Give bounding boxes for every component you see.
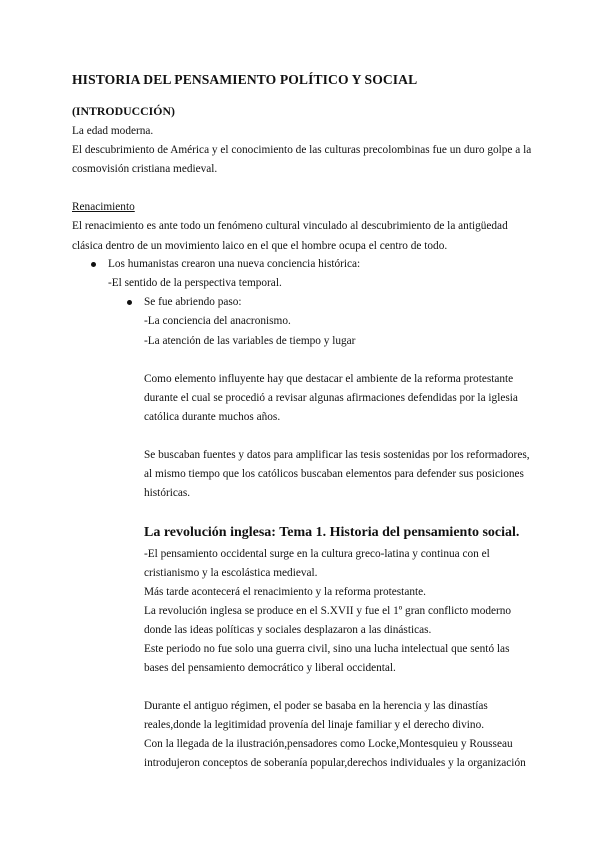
- paragraph-line: católica durante muchos años.: [144, 411, 281, 423]
- intro-heading: (INTRODUCCIÓN): [72, 104, 175, 118]
- bullet-subitem: -La conciencia del anacronismo.: [144, 315, 291, 327]
- paragraph-line: históricas.: [144, 487, 191, 499]
- paragraph-line: Se buscaban fuentes y datos para amplificar las tesis sostenidas por los reformadores,: [144, 449, 530, 461]
- paragraph-line: -El pensamiento occidental surge en la cultura greco-latina y continua con el: [144, 548, 490, 560]
- paragraph-line: Como elemento influyente hay que destacar el ambiente de la reforma protestante: [144, 373, 514, 385]
- intro-line: La edad moderna.: [72, 125, 154, 137]
- renacimiento-heading: Renacimiento: [72, 201, 135, 213]
- paragraph-line: Más tarde acontecerá el renacimiento y la reforma protestante.: [144, 586, 426, 598]
- paragraph-line: Este periodo no fue solo una guerra civil, sino una lucha intelectual que sentó las: [144, 643, 510, 655]
- bullet-dot: [127, 300, 132, 305]
- paragraph-line: Con la llegada de la ilustración,pensadores como Locke,Montesquieu y Rousseau: [144, 738, 513, 750]
- paragraph-line: Durante el antiguo régimen, el poder se basaba en la herencia y las dinastías: [144, 700, 488, 712]
- bullet-subitem: -La atención de las variables de tiempo y lugar: [144, 335, 356, 347]
- intro-line: cosmovisión cristiana medieval.: [72, 163, 218, 175]
- paragraph-line: donde las ideas políticas y sociales desplazaron a las dinásticas.: [144, 624, 432, 636]
- renacimiento-line: clásica dentro de un movimiento laico en el que el hombre ocupa el centro de todo.: [72, 240, 448, 252]
- bullet-subitem: -El sentido de la perspectiva temporal.: [108, 277, 282, 289]
- paragraph-line: reales,donde la legitimidad provenía del linaje familiar y el derecho divino.: [144, 719, 485, 731]
- paragraph-line: al mismo tiempo que los católicos buscaban elementos para defender sus posiciones: [144, 468, 524, 480]
- renacimiento-line: El renacimiento es ante todo un fenómeno cultural vinculado al descubrimiento de la antigüedad: [72, 220, 508, 232]
- bullet-dot: [91, 262, 96, 267]
- section-heading: La revolución inglesa: Tema 1. Historia del pensamiento social.: [144, 525, 520, 540]
- bullet-item: Se fue abriendo paso:: [144, 296, 242, 308]
- document-title: HISTORIA DEL PENSAMIENTO POLÍTICO Y SOCIAL: [72, 72, 418, 87]
- paragraph-line: cristianismo y la escolástica medieval.: [144, 567, 318, 579]
- intro-line: El descubrimiento de América y el conocimiento de las culturas precolombinas fue un duro golpe a la: [72, 144, 532, 156]
- paragraph-line: bases del pensamiento democrático y liberal occidental.: [144, 662, 396, 674]
- paragraph-line: La revolución inglesa se produce en el S.XVII y fue el 1º gran conflicto moderno: [144, 605, 512, 617]
- paragraph-line: introdujeron conceptos de soberanía popular,derechos individuales y la organización: [144, 757, 526, 769]
- bullet-item: Los humanistas crearon una nueva conciencia histórica:: [108, 258, 361, 270]
- paragraph-line: durante el cual se procedió a revisar algunas afirmaciones defendidas por la iglesia: [144, 392, 518, 404]
